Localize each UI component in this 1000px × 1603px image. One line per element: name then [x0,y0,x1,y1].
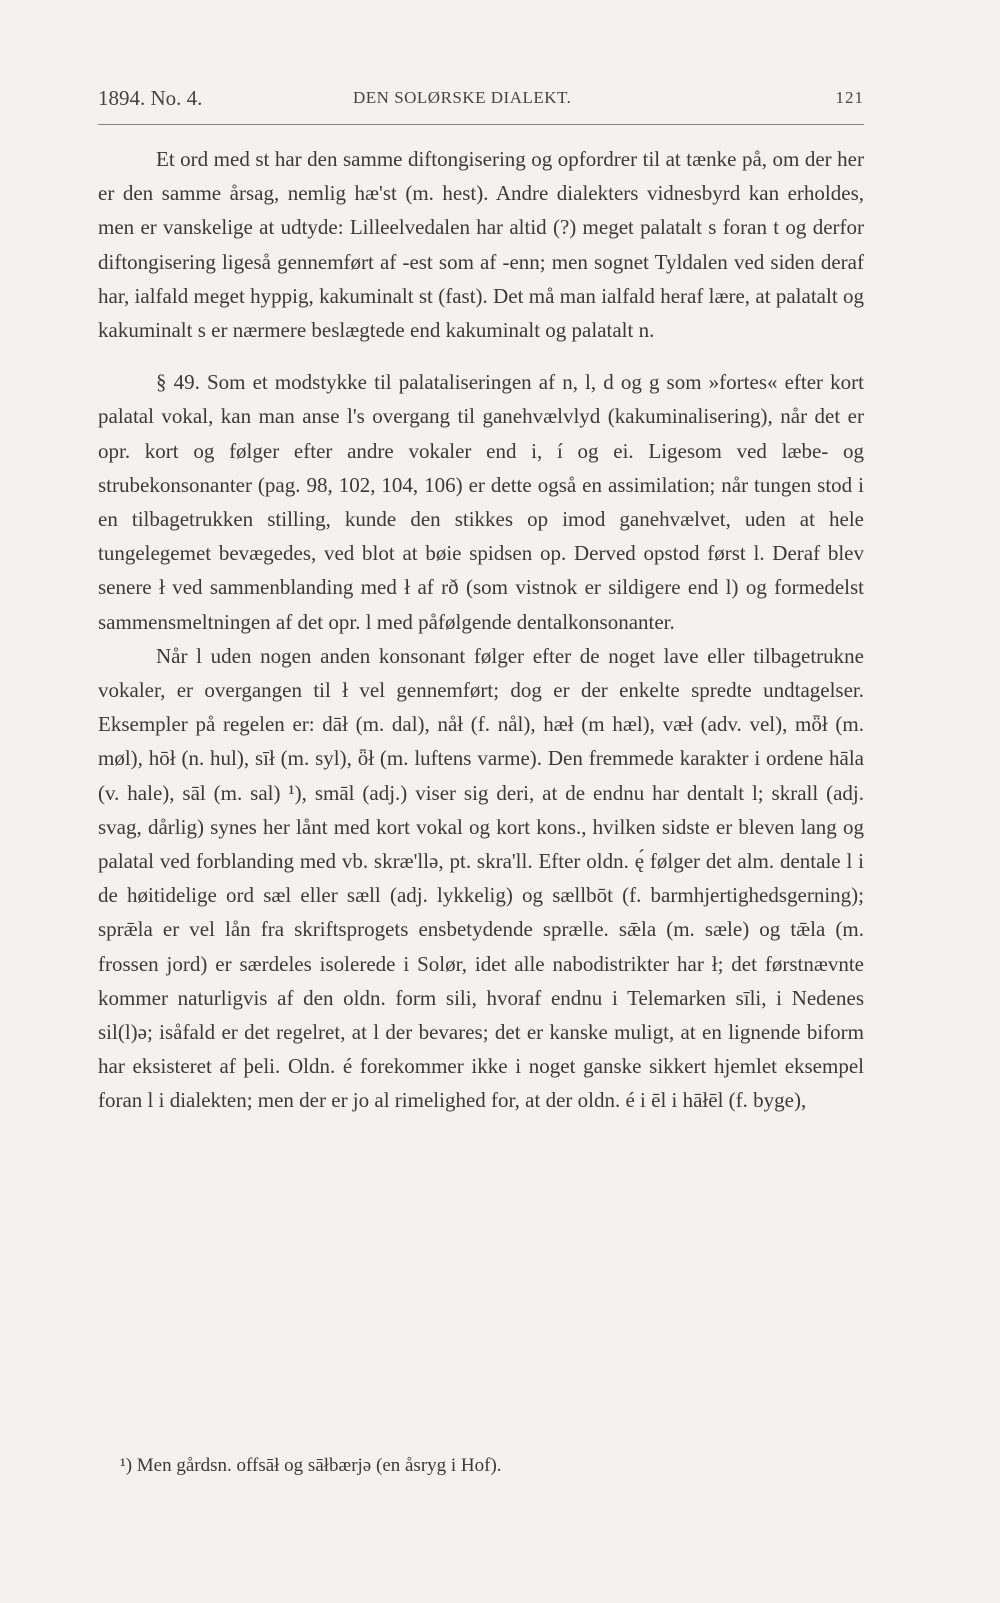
page-number: 121 [835,88,864,107]
paragraph-1: Et ord med st har den samme diftongisering og opfordrer til at tænke på, om der her er den samme årsag, nemlig hæ'st (m. hest). Andre dialekters vidnesbyrd kan erholdes, men er vanskelige at udtyde: Lilleelvedalen har altid (?) meget palatalt s foran t og derfor diftongisering ligeså gennemført af -est som af -enn; men sognet Tyldalen ved siden deraf har, ialfald meget hyppig, kakuminalt st (fast). Det må man ialfald heraf lære, at palatalt og kakuminalt s er nærmere beslægtede end kakuminalt og palatalt n. [98,147,864,343]
paragraph-section-49: § 49. Som et modstykke til palataliseringen af n, l, d og g som »fortes« efter kort palatal vokal, kan man anse l's overgang til ganehvælvlyd (kakuminalisering), når det er opr. kort og følger efter andre vokaler end i, í og ei. Ligesom ved læbe- og strubekonsonanter (pag. 98, 102, 104, 106) er dette også en assimilation; når tungen stod i en tilbagetrukken stilling, kunde den stikkes op imod ganehvælvet, uden at hele tungelegemet bevægedes, ved blot at bøie spidsen op. Derved opstod først l. Deraf blev senere ł ved sammenblanding med ł af rð (som vistnok er sildigere end l) og formedelst sammensmeltningen af det opr. l med påfølgende dentalkonsonanter. [98,370,864,634]
running-header [98,86,864,116]
running-title: DEN SOLØRSKE DIALEKT. [353,88,572,107]
header-rule [98,124,864,125]
paragraph-3: Når l uden nogen anden konsonant følger efter de noget lave eller tilbagetrukne vokaler, er overgangen til ł vel gennemført; dog er der enkelte spredte undtagelser. Eksempler på regelen er: dāł (m. dal), nåł (f. nål), hæł (m hæl), væł (adv. vel), mȫł (m. møl), hōł (n. hul), sīł (m. syl), ȫł (m. luftens varme). Den fremmede karakter i ordene hāla (v. hale), sāl (m. sal) ¹), smāl (adj.) viser sig deri, at de endnu har dentalt l; skrall (adj. svag, dårlig) synes her lånt med kort vokal og kort kons., hvilken sidste er bleven lang og palatal ved forblanding med vb. skræ'llə, pt. skra'll. Efter oldn. ę́ følger det alm. dentale l i de høitidelige ord sæl eller sæll (adj. lykkelig) og sællbōt (f. barmhjertighedsgerning); sprǣla er vel lån fra skriftsprogets ensbetydende sprælle. sǣla (m. sæle) og tǣla (m. frossen jord) er særdeles isolerede i Solør, idet alle nabodistrikter har ł; det førstnævnte kommer naturligvis af den oldn. form sili, hvoraf endnu i Telemarken sīli, i Nedenes sil(l)ə; isåfald er det regelret, at l der bevares; det er kanske muligt, at en lignende biform har eksisteret af þeli. Oldn. é forekommer ikke i noget ganske sikkert hjemlet eksempel foran l i dialekten; men der er jo al rimelighed for, at der oldn. é i ēl i hāłēl (f. byge), [98,643,864,1113]
footnote: ¹) Men gårdsn. offsāł og sāłbærjə (en åsryg i Hof). [120,1455,502,1476]
body-text [98,142,864,1118]
issue-label: 1894. No. 4. [98,86,203,110]
